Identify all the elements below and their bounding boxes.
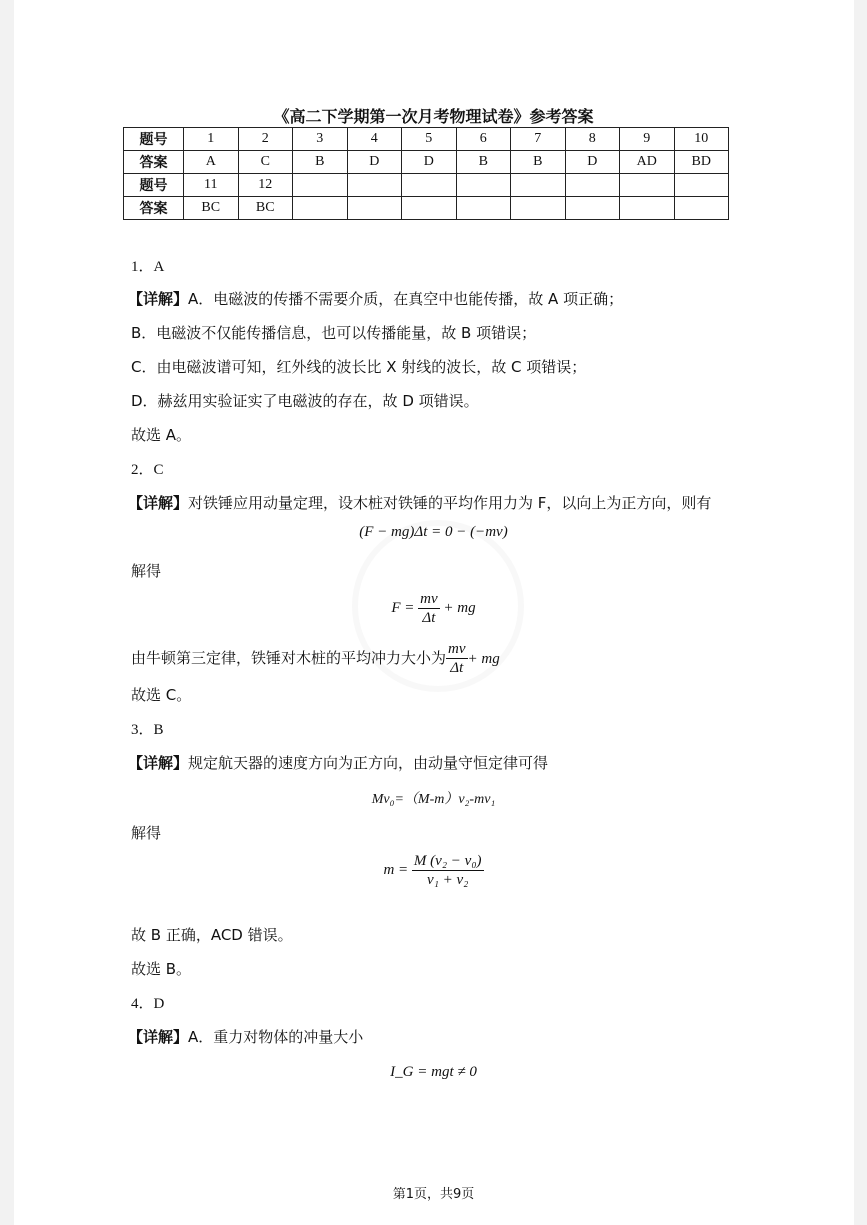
answer-table-cell: 5 <box>402 128 457 151</box>
answer-table-cell: 10 <box>674 128 729 151</box>
detail-tag: 【详解】 <box>128 290 189 308</box>
answer-table-cell: B <box>293 151 348 174</box>
answer-table-row <box>124 197 729 220</box>
q3-eq2-numerator: M (v₂ − v₀) <box>413 853 482 869</box>
q2-solve-label: 解得 <box>131 562 162 580</box>
q2-detail <box>128 492 711 513</box>
q1-detail-d: D．赫兹用实验证实了电磁波的存在，故 D 项错误。 <box>131 392 479 410</box>
answer-table-row <box>124 151 729 174</box>
q3-eq2-fraction <box>412 852 484 889</box>
q1-conclusion: 故选 A。 <box>131 426 192 444</box>
answer-table-cell: 4 <box>347 128 402 151</box>
answer-table-cell: 11 <box>184 174 239 197</box>
answer-table-cell: C <box>238 151 293 174</box>
answer-table-row <box>124 128 729 151</box>
q2-eq2-denominator: Δt <box>422 610 436 626</box>
document-title: 《高二下学期第一次月考物理试卷》参考答案 <box>273 107 594 126</box>
q2-conclusion: 故选 C。 <box>131 686 192 704</box>
q2-newton-fraction <box>446 640 468 677</box>
page-footer: 第1页，共9页 <box>392 1187 475 1202</box>
q2-eq2-numerator: mv <box>420 591 438 607</box>
q3-eq2-lhs: m = <box>383 861 409 878</box>
answer-table-cell <box>620 174 675 197</box>
q2-newton-numerator: mv <box>448 641 466 657</box>
answer-table-cell <box>347 197 402 220</box>
answer-table-cell: BC <box>184 197 239 220</box>
q4-option-a-text: A．重力对物体的冲量大小 <box>188 1028 364 1046</box>
answer-table-cell <box>565 174 620 197</box>
q4-heading: 4．D <box>131 996 165 1012</box>
answer-table-cell: D <box>565 151 620 174</box>
q3-detail <box>128 752 548 773</box>
answer-table-cell <box>402 197 457 220</box>
answer-table-cell: 9 <box>620 128 675 151</box>
q4-detail-a <box>128 1026 363 1047</box>
q1-heading: 1．A <box>131 259 165 275</box>
answer-table-cell <box>565 197 620 220</box>
q4-equation-1: I_G = mgt ≠ 0 <box>390 1064 477 1080</box>
answer-table-cell <box>402 174 457 197</box>
answer-table-cell <box>347 174 402 197</box>
answer-table-header-cell: 题号 <box>124 128 184 151</box>
q2-heading: 2．C <box>131 462 164 478</box>
q2-equation-2 <box>0 590 867 627</box>
answer-table-cell <box>674 197 729 220</box>
answer-table-cell <box>293 174 348 197</box>
answer-table-cell: 8 <box>565 128 620 151</box>
answer-table-cell <box>511 197 566 220</box>
answer-table <box>123 127 729 220</box>
answer-table-cell: A <box>184 151 239 174</box>
q1-option-a-text: A．电磁波的传播不需要介质，在真空中也能传播，故 A 项正确； <box>188 290 624 308</box>
answer-table-cell: 12 <box>238 174 293 197</box>
answer-table-cell: 7 <box>511 128 566 151</box>
q2-eq2-rhs: + mg <box>443 599 476 616</box>
q3-eq2-denominator: v₁ + v₂ <box>427 872 469 888</box>
q3-intro-text: 规定航天器的速度方向为正方向，由动量守恒定律可得 <box>188 754 549 772</box>
answer-table-header-cell: 答案 <box>124 197 184 220</box>
q2-newton-line <box>131 640 500 677</box>
q2-newton-denominator: Δt <box>450 660 464 676</box>
answer-table-cell <box>456 197 511 220</box>
q3-heading: 3．B <box>131 722 164 738</box>
detail-tag: 【详解】 <box>128 494 189 512</box>
answer-table-cell: D <box>347 151 402 174</box>
answer-table-header-cell: 题号 <box>124 174 184 197</box>
detail-tag: 【详解】 <box>128 1028 189 1046</box>
answer-table-cell: BD <box>674 151 729 174</box>
answer-table-cell: B <box>511 151 566 174</box>
answer-table-cell <box>293 197 348 220</box>
answer-table-cell: B <box>456 151 511 174</box>
q2-newton-text: 由牛顿第三定律，铁锤对木桩的平均冲力大小为 <box>131 649 447 667</box>
answer-table-cell: BC <box>238 197 293 220</box>
detail-tag: 【详解】 <box>128 754 189 772</box>
q3-equation-2 <box>0 852 867 889</box>
answer-table-cell <box>456 174 511 197</box>
q1-detail-a <box>128 288 623 309</box>
q2-eq2-fraction <box>418 590 440 627</box>
q2-equation-1: (F − mg)Δt = 0 − (−mv) <box>359 524 508 540</box>
q1-detail-c: C．由电磁波谱可知，红外线的波长比 X 射线的波长，故 C 项错误； <box>131 358 587 376</box>
answer-table-row <box>124 174 729 197</box>
q2-newton-rhs: + mg <box>467 651 500 667</box>
answer-table-cell: D <box>402 151 457 174</box>
q1-detail-b: B．电磁波不仅能传播信息，也可以传播能量，故 B 项错误； <box>131 324 537 342</box>
q3-equation-1: Mv₀=（M-m）v₂-mv₁ <box>371 792 496 807</box>
q2-intro-text: 对铁锤应用动量定理，设木桩对铁锤的平均作用力为 F，以向上为正方向，则有 <box>188 494 712 512</box>
answer-table-cell <box>511 174 566 197</box>
answer-table-cell <box>620 197 675 220</box>
answer-table-header-cell: 答案 <box>124 151 184 174</box>
answer-table-cell <box>674 174 729 197</box>
q3-result: 故 B 正确，ACD 错误。 <box>131 926 293 944</box>
answer-table-cell: 6 <box>456 128 511 151</box>
answer-table-cell: 3 <box>293 128 348 151</box>
q3-conclusion: 故选 B。 <box>131 960 192 978</box>
q2-eq2-lhs: F = <box>391 599 415 616</box>
answer-table-cell: AD <box>620 151 675 174</box>
q3-solve-label: 解得 <box>131 824 162 842</box>
answer-table-cell: 1 <box>184 128 239 151</box>
answer-table-cell: 2 <box>238 128 293 151</box>
